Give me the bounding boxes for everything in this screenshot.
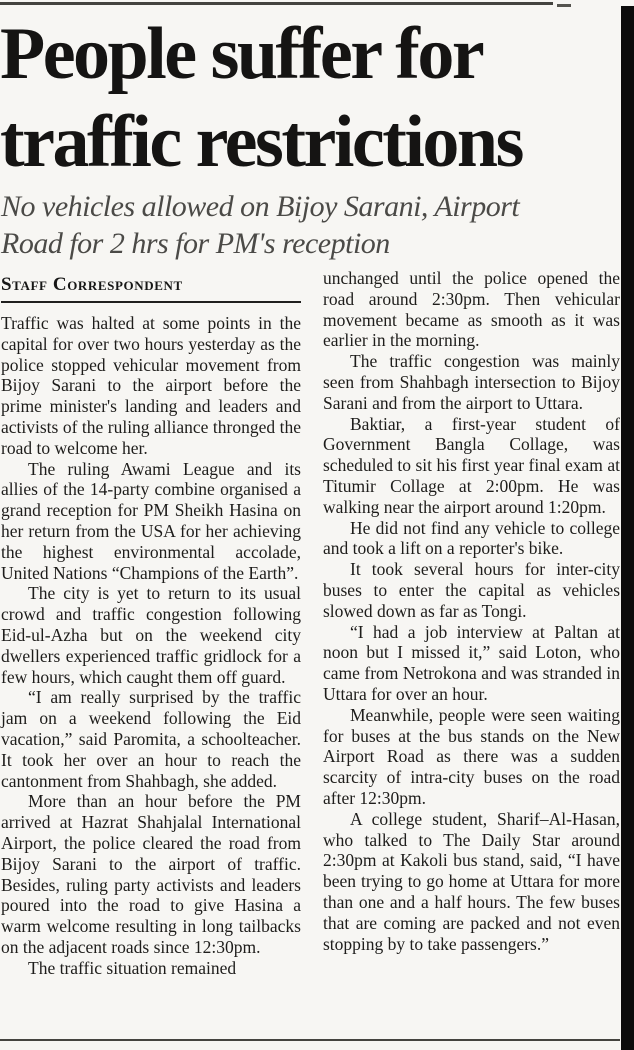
- bottom-rule: [0, 1039, 620, 1041]
- headline-line-2: traffic restrictions: [0, 101, 522, 183]
- subheadline-line-1: No vehicles allowed on Bijoy Sarani, Airport: [1, 190, 520, 223]
- article-paragraph: Meanwhile, people were seen waiting for buses at the bus stands on the New Airport Road as there was a sudden scarcity of intra-city buses on the road after 12:30pm.: [323, 704, 620, 808]
- article-paragraph: “I am really surprised by the traffic jam on a weekend following the Eid vacation,” said Paromita, a schoolteacher. It took her over an hour to reach the cantonment from Shahbagh, she added.: [1, 687, 301, 791]
- left-column-paragraphs: [1, 313, 301, 979]
- article-paragraph: He did not find any vehicle to college and took a lift on a reporter's bike.: [323, 517, 620, 559]
- right-column-paragraphs: [323, 268, 620, 954]
- subheadline-line-2: Road for 2 hrs for PM's reception: [1, 227, 390, 260]
- article-paragraph: It took several hours for inter-city buses to enter the capital as vehicles slowed down as far as Tongi.: [323, 559, 620, 621]
- article-paragraph: The ruling Awami League and its allies of the 14-party combine organised a grand reception for PM Sheikh Hasina on her return from the USA for her achieving the highest environmental accolade, United Nations “Champions of the Earth”.: [1, 458, 301, 583]
- article-paragraph: unchanged until the police opened the road around 2:30pm. Then vehicular movement became as smooth as it was earlier in the morning.: [323, 268, 620, 351]
- article-paragraph: The city is yet to return to its usual crowd and traffic congestion following Eid-ul-Azha but on the weekend city dwellers experienced traffic gridlock for a few hours, which caught them off guard.: [1, 583, 301, 687]
- article-paragraph: A college student, Sharif–Al-Hasan, who talked to The Daily Star around 2:30pm at Kakoli bus stand, said, “I have been trying to go home at Uttara for more than one and a half hours. The few buses that are coming are packed and not even stopping by to take passengers.”: [323, 808, 620, 954]
- column-right: [323, 265, 620, 979]
- top-rule: [0, 2, 553, 5]
- column-left: [1, 265, 301, 979]
- article-headline: [0, 10, 622, 186]
- article-subheadline: [1, 188, 615, 262]
- right-edge-bar: [621, 6, 634, 1050]
- article-paragraph: “I had a job interview at Paltan at noon but I missed it,” said Loton, who came from Netrokona and was stranded in Uttara for over an hour.: [323, 621, 620, 704]
- article-paragraph: More than an hour before the PM arrived at Hazrat Shahjalal International Airport, the police cleared the road from Bijoy Sarani to the airport of traffic. Besides, ruling party activists and leaders poured into the road to give Hasina a warm welcome resulting in long tailbacks on the adjacent roads since 12:30pm.: [1, 791, 301, 957]
- article-body: [1, 265, 620, 979]
- byline: Staff Correspondent: [1, 274, 183, 295]
- article-paragraph: The traffic situation remained: [28, 957, 237, 978]
- article-paragraph: Traffic was halted at some points in the capital for over two hours yesterday as the police stopped vehicular movement from Bijoy Sarani to the airport before the prime minister's landing and leaders and activists of the ruling alliance thronged the road to welcome her.: [1, 313, 301, 458]
- article-paragraph: The traffic congestion was mainly seen from Shahbagh intersection to Bijoy Sarani and from the airport to Uttara.: [323, 351, 620, 413]
- byline-rule: [1, 301, 301, 303]
- top-rule-segment: [557, 4, 571, 7]
- article-paragraph: Baktiar, a first-year student of Government Bangla Collage, was scheduled to sit his first year final exam at Titumir Collage at 2:00pm. He was walking near the airport around 1:20pm.: [323, 413, 620, 517]
- headline-line-1: People suffer for: [0, 13, 483, 95]
